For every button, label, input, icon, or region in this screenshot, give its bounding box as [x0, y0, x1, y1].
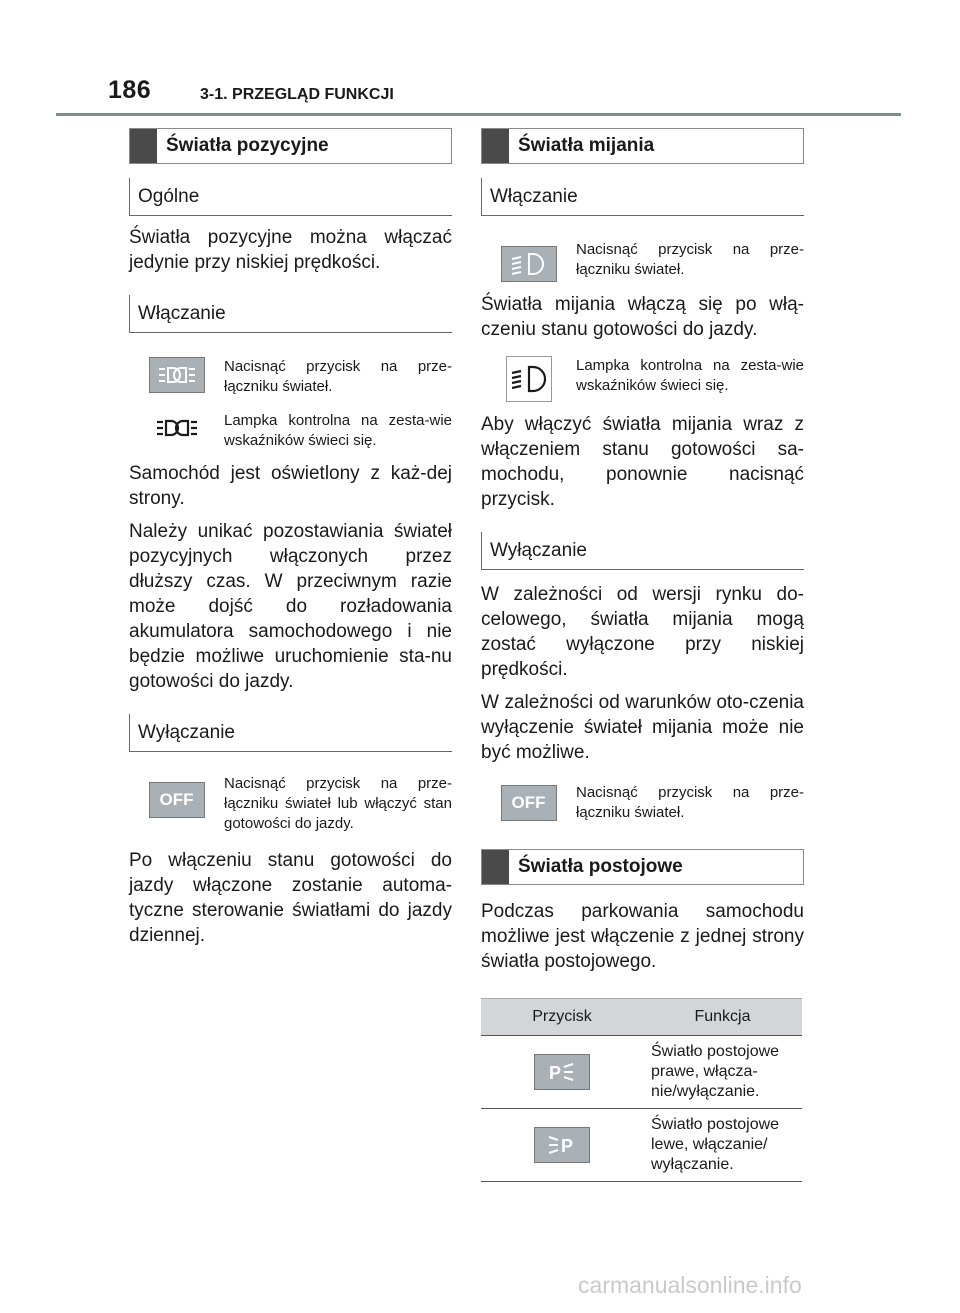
section-bar	[482, 129, 509, 163]
table-cell-function: Światło postojowe lewe, włączanie/ wyłączanie.	[643, 1109, 802, 1182]
indicator-note: Lampka kontrolna na zesta-wie wskaźników świeci się.	[224, 412, 452, 449]
subheading-switch-off: Wyłączanie	[481, 532, 804, 570]
parking-light-table	[481, 998, 802, 1182]
low-beam-button-icon	[501, 246, 557, 282]
body-text: W zależności od wersji rynku do-celowego, światła mijania mogą zostać wyłączone przy niskiej prędkości.	[481, 584, 804, 680]
svg-text:P: P	[549, 1063, 562, 1083]
table-header-button: Przycisk	[481, 999, 643, 1036]
off-note: Nacisnąć przycisk na prze-łączniku świateł lub włączyć stan gotowości do jazdy.	[224, 775, 452, 832]
body-text: Światła mijania włączą się po włą-czeniu stanu gotowości do jazdy.	[481, 294, 804, 340]
svg-text:P: P	[561, 1136, 574, 1156]
table-row	[481, 1109, 802, 1182]
subheading-switch-on: Włączanie	[129, 295, 452, 333]
watermark: carmanualsonline.info	[578, 1272, 802, 1298]
section-heading-low-beam	[481, 128, 804, 164]
section-title: Światła postojowe	[518, 856, 683, 877]
instruction-note: Nacisnąć przycisk na prze-łączniku świateł.	[576, 241, 804, 278]
parking-light-right-icon	[545, 1060, 579, 1084]
subheading-switch-off: Wyłączanie	[129, 714, 452, 752]
table-header-row	[481, 999, 802, 1036]
left-column	[129, 128, 452, 948]
body-text: W zależności od warunków oto-czenia wyłączenie świateł mijania może nie być możliwe.	[481, 692, 804, 763]
indicator-row	[129, 411, 452, 451]
off-body-text: Po włączeniu stanu gotowości do jazdy włączone zostanie automa-tyczne sterowanie światłami do jazdy dziennej.	[129, 850, 452, 946]
body-text: Aby włączyć światła mijania wraz z włączeniem stanu gotowości sa-mochodu, ponownie nacisnąć przycisk.	[481, 414, 804, 510]
right-column	[481, 128, 804, 1182]
subheading-switch-on: Włączanie	[481, 178, 804, 216]
indicator-note: Lampka kontrolna na zesta-wie wskaźników świeci się.	[576, 357, 804, 394]
table-cell-function: Światło postojowe prawe, włącza-nie/wyłączanie.	[643, 1036, 802, 1109]
warning-text: Należy unikać pozostawiania świateł pozycyjnych włączonych przez dłuższy czas. W przeciwnym razie może dojść do rozładowania akumulatora samochodowego i nie będzie możliwe uruchomienie sta-nu gotowości do jazdy.	[129, 521, 452, 692]
chapter-title: 3-1. PRZEGLĄD FUNKCJI	[200, 86, 394, 103]
instruction-note: Nacisnąć przycisk na prze-łączniku świateł.	[224, 358, 452, 395]
table-header-function: Funkcja	[643, 999, 802, 1036]
low-beam-indicator-frame	[506, 356, 552, 402]
off-note: Nacisnąć przycisk na prze-łączniku świateł.	[576, 784, 804, 821]
parking-right-button-icon	[534, 1054, 590, 1090]
low-beam-indicator-icon	[510, 363, 548, 395]
section-bar	[130, 129, 157, 163]
section-bar	[482, 850, 509, 884]
section-heading-position-lights	[129, 128, 452, 164]
general-text: Światła pozycyjne można włączać jedynie przy niskiej prędkości.	[129, 227, 452, 273]
off-button-label: OFF	[159, 790, 194, 809]
parking-left-button-icon	[534, 1127, 590, 1163]
instruction-row	[129, 357, 452, 397]
section-title: Światła mijania	[518, 135, 655, 156]
off-instruction-row	[481, 783, 804, 823]
off-button-label: OFF	[511, 793, 546, 812]
header-rule	[56, 113, 901, 116]
instruction-row	[481, 240, 804, 282]
indicator-row	[481, 356, 804, 402]
off-instruction-row	[129, 774, 452, 834]
position-light-button-icon	[149, 357, 205, 393]
off-button-icon	[501, 785, 557, 821]
section-heading-parking-lights	[481, 849, 804, 885]
body-text: Podczas parkowania samochodu możliwe jest włączenie z jednej strony światła postojowego.	[481, 901, 804, 972]
body-text: Samochód jest oświetlony z każ-dej strony.	[129, 463, 452, 509]
position-light-icon	[157, 363, 197, 387]
off-button-icon	[149, 782, 205, 818]
table-row	[481, 1036, 802, 1109]
subheading-general: Ogólne	[129, 178, 452, 216]
page-header	[0, 0, 960, 120]
parking-light-left-icon	[545, 1133, 579, 1157]
low-beam-icon	[509, 251, 549, 277]
position-light-indicator-icon	[155, 417, 199, 439]
section-title: Światła pozycyjne	[166, 135, 329, 156]
page-number: 186	[108, 76, 152, 104]
